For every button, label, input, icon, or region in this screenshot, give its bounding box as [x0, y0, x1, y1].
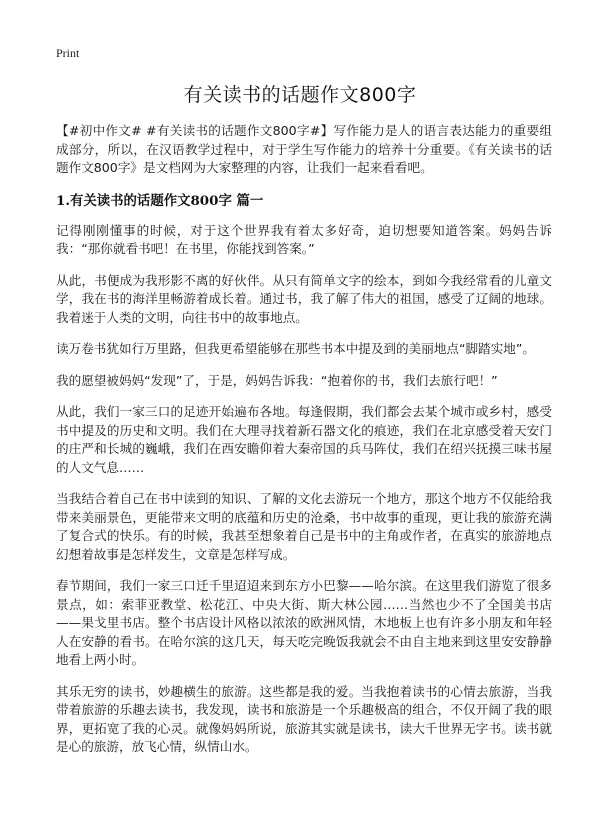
body-paragraph: 我的愿望被妈妈“发现”了，于是，妈妈告诉我：“抱着你的书，我们去旅行吧！”: [56, 372, 498, 388]
print-label: Print: [56, 46, 80, 60]
body-paragraph: 从此，我们一家三口的足迹开始遍布各地。每逢假期，我们都会去某个城市或乡村，感受书中提及的历史和文明。我们在大理寻找着新石器文化的痕迹，我们在北京感受着天安门的庄严和长城的巍峨，我们在西安瞻仰着大秦帝国的兵马阵仗，我们在绍兴抚摸三味书屋的人文气息……: [56, 404, 552, 475]
body-paragraph: 其乐无穷的读书，妙趣横生的旅游。这些都是我的爱。当我抱着读书的心情去旅游，当我带着旅游的乐趣去读书，我发现，读书和旅游是一个乐趣极高的组合，不仅开阔了我的眼界，更拓宽了我的心灵。就像妈妈所说，旅游其实就是读书，读大千世界无字书。读书就是心的旅游，放飞心情，纵情山水。: [56, 683, 552, 754]
intro-paragraph: 【#初中作文# #有关读书的话题作文800字#】写作能力是人的语言表达能力的重要组成部分，所以，在汉语教学过程中，对于学生写作能力的培养十分重要。《有关读书的话题作文800字》是文档网为大家整理的内容，让我们一起来看看吧。: [56, 123, 552, 175]
page-title: 有关读书的话题作文800字: [183, 84, 417, 106]
body-paragraph: 当我结合着自己在书中读到的知识、了解的文化去游玩一个地方，那这个地方不仅能给我带来美丽景色，更能带来文明的底蕴和历史的沧桑，书中故事的重现，更让我的旅游充满了复合式的快乐。有的时候，我甚至想象着自己是书中的主角或作者，在真实的旅游地点幻想着故事是怎样发生，文章是怎样写成。: [56, 491, 552, 562]
section-heading: 1.有关读书的话题作文800字 篇一: [56, 192, 264, 209]
body-paragraph: 春节期间，我们一家三口迁千里迢迢来到东方小巴黎——哈尔滨。在这里我们游览了很多景点，如：索菲亚教堂、松花江、中央大街、斯大林公园……当然也少不了全国美书店——果戈里书店。整个书店设计风格以浓浓的欧洲风情，木地板上也有许多小朋友和年轻人在安静的看书。在哈尔滨的这几天，每天吃完晚饭我就会不由自主地来到这里安安静静地看上两小时。: [56, 578, 552, 667]
body-paragraph: 读万卷书犹如行万里路，但我更希望能够在那些书本中提及到的美丽地点“脚踏实地”。: [56, 341, 536, 356]
document-body: [56, 122, 552, 770]
body-paragraph: 从此，书便成为我形影不离的好伙伴。从只有简单文字的绘本，到如今我经常看的儿童文学，我在书的海洋里畅游着成长着。通过书，我了解了伟大的祖国，感受了辽阔的地球。我着迷于人类的文明，向往书中的故事地点。: [56, 272, 552, 325]
body-paragraph: 记得刚刚懂事的时候，对于这个世界我有着太多好奇，迫切想要知道答案。妈妈告诉我：“那你就看书吧！在书里，你能找到答案。”: [56, 222, 552, 256]
